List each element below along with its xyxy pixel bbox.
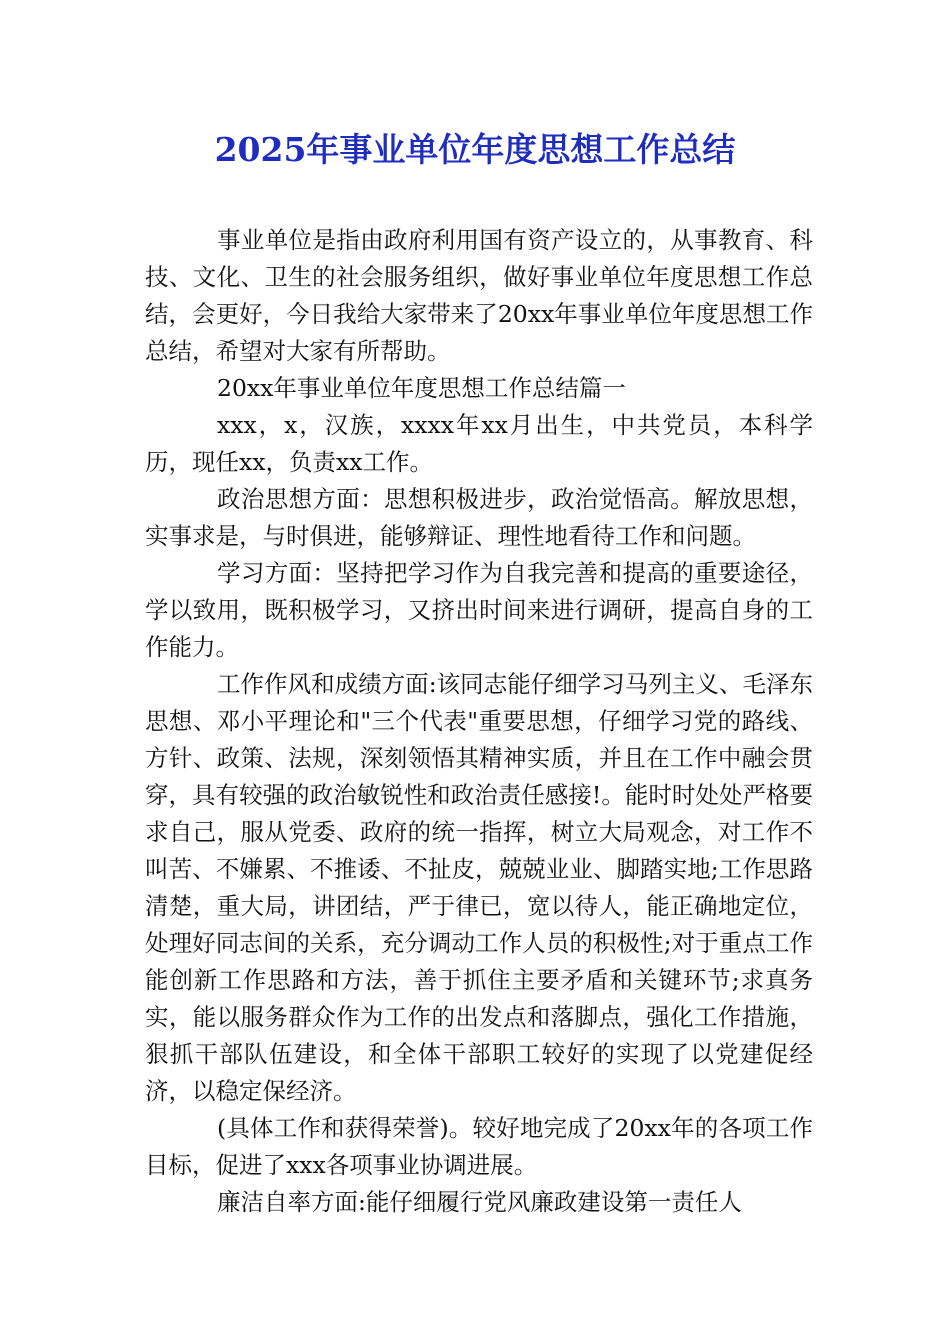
document-title: 2025年事业单位年度思想工作总结	[214, 130, 736, 169]
paragraph-achievements: (具体工作和获得荣誉)。较好地完成了20xx年的各项工作目标，促进了xxx各项事业协调进展。	[145, 1114, 813, 1179]
paragraph-integrity: 廉洁自率方面:能仔细履行党风廉政建设第一责任人	[217, 1188, 742, 1216]
paragraph-study: 学习方面：坚持把学习作为自我完善和提高的重要途径，学以致用，既积极学习，又挤出时间来进行调研，提高自身的工作能力。	[145, 559, 813, 661]
paragraph-political-thought: 政治思想方面：思想积极进步，政治觉悟高。解放思想，实事求是，与时俱进，能够辩证、理性地看待工作和问题。	[145, 485, 813, 550]
document-body	[145, 222, 813, 1221]
paragraph-section-heading: 20xx年事业单位年度思想工作总结篇一	[217, 374, 626, 402]
paragraph-personal-info: xxx，x，汉族，xxxx年xx月出生，中共党员，本科学历，现任xx，负责xx工作。	[145, 411, 813, 476]
paragraph-work-style: 工作作风和成绩方面:该同志能仔细学习马列主义、毛泽东思想、邓小平理论和"三个代表"重要思想，仔细学习党的路线、方针、政策、法规，深刻领悟其精神实质，并且在工作中融会贯穿，具有较强的政治敏锐性和政治责任感接!。能时时处处严格要求自己，服从党委、政府的统一指挥，树立大局观念，对工作不叫苦、不嫌累、不推诿、不扯皮，兢兢业业、脚踏实地;工作思路清楚，重大局，讲团结，严于律已，宽以待人，能正确地定位，处理好同志间的关系，充分调动工作人员的积极性;对于重点工作能创新工作思路和方法，善于抓住主要矛盾和关键环节;求真务实，能以服务群众作为工作的出发点和落脚点，强化工作措施，狠抓干部队伍建设，和全体干部职工较好的实现了以党建促经济，以稳定保经济。	[145, 670, 813, 1105]
paragraph-intro: 事业单位是指由政府利用国有资产设立的，从事教育、科技、文化、卫生的社会服务组织，做好事业单位年度思想工作总结，会更好，今日我给大家带来了20xx年事业单位年度思想工作总结，希望对大家有所帮助。	[145, 226, 813, 365]
